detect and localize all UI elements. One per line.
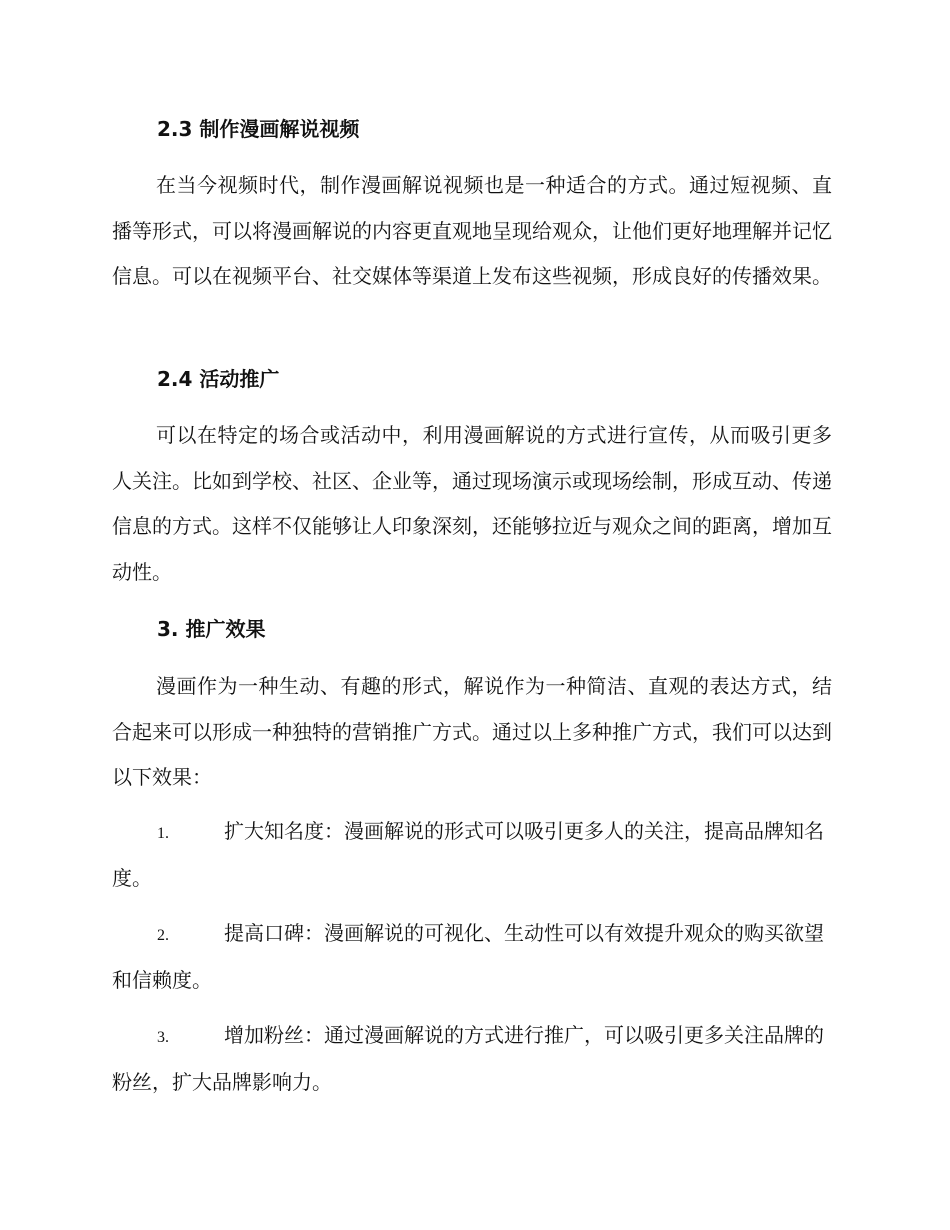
section-paragraph-2-3: 在当今视频时代，制作漫画解说视频也是一种适合的方式。通过短视频、直播等形式，可以将漫画解说的内容更直观地呈现给观众，让他们更好地理解并记忆信息。可以在视频平台、社交媒体等渠道上发布这些视频，形成良好的传播效果。: [112, 173, 832, 288]
list-item-number: 2.: [157, 927, 169, 944]
section-heading-2-4: 2.4 活动推广: [157, 367, 280, 391]
list-item-text: 提高口碑：漫画解说的可视化、生动性可以有效提升观众的购买欲望和信赖度。: [112, 921, 824, 992]
section-paragraph-3: 漫画作为一种生动、有趣的形式，解说作为一种简洁、直观的表达方式，结合起来可以形成一种独特的营销推广方式。通过以上多种推广方式，我们可以达到以下效果：: [112, 674, 832, 789]
list-item-number: 1.: [157, 825, 169, 842]
list-item: [112, 911, 832, 1003]
section-heading-2-3: 2.3 制作漫画解说视频: [157, 117, 360, 141]
list-item: [112, 1013, 832, 1105]
section-paragraph-2-4: 可以在特定的场合或活动中，利用漫画解说的方式进行宣传，从而吸引更多人关注。比如到学校、社区、企业等，通过现场演示或现场绘制，形成互动、传递信息的方式。这样不仅能够让人印象深刻，还能够拉近与观众之间的距离，增加互动性。: [112, 423, 832, 584]
section-heading-3: 3. 推广效果: [157, 617, 266, 641]
list-item: [112, 809, 832, 901]
list-item-text: 增加粉丝：通过漫画解说的方式进行推广，可以吸引更多关注品牌的粉丝，扩大品牌影响力。: [112, 1023, 824, 1094]
list-item-number: 3.: [157, 1029, 169, 1046]
list-item-text: 扩大知名度：漫画解说的形式可以吸引更多人的关注，提高品牌知名度。: [112, 819, 824, 890]
